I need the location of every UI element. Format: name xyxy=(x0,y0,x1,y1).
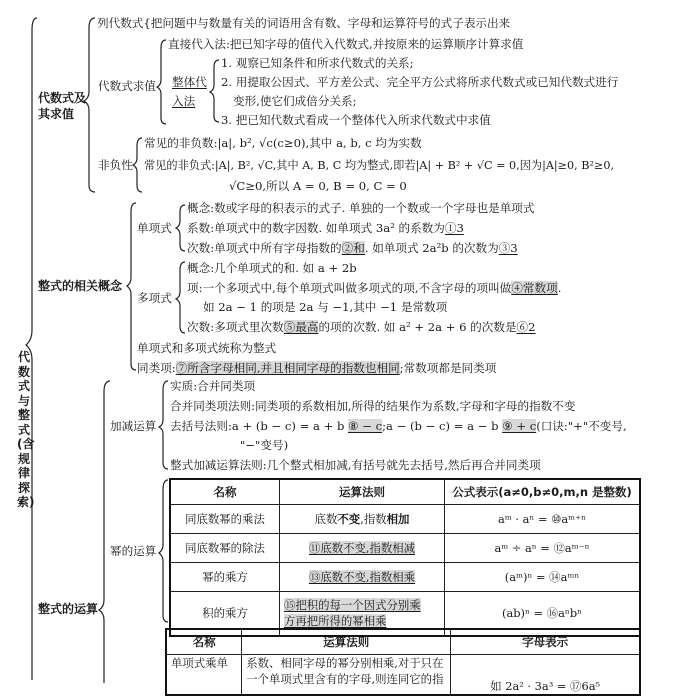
power-table xyxy=(169,478,641,637)
answer-14[interactable]: (aᵐ)ⁿ = ⑭aᵐⁿ xyxy=(445,563,640,592)
power-label: 幂的运算 xyxy=(110,544,157,558)
poly-label: 多项式 xyxy=(137,291,172,305)
addsub-essence: 实质:合并同类项 xyxy=(170,379,256,393)
header-formula: 字母表示 xyxy=(451,629,640,655)
poly-degree: 次数:多项式里次数⑤最高的项的次数. 如 a² + 2a + 6 的次数是⑥2 xyxy=(187,320,536,334)
root-title: 代数式与整式(含规律探索) xyxy=(17,350,35,509)
general-statement: 单项式和多项式统称为整式 xyxy=(137,341,277,355)
poly-term-example: 如 2a − 1 的项是 2a 与 −1,其中 −1 是常数项 xyxy=(203,300,448,314)
answer-1[interactable]: ①3 xyxy=(444,221,464,235)
def-row: 列代数式{把问题中与数量有关的词语用含有数、字母和运算符号的式子表示出来 xyxy=(97,16,511,30)
answer-15[interactable]: ⑮把积的每一个因式分别乘 方再把所得的幂相乘 xyxy=(279,592,444,636)
whole-label-line1: 整体代 xyxy=(172,75,207,89)
sec1-title-line1: 代数式及 xyxy=(38,91,87,105)
sec3-title: 整式的运算 xyxy=(38,602,99,616)
mul-table xyxy=(165,628,641,696)
mono-degree: 次数:单项式中所有字母指数的②和. 如单项式 2a²b 的次数为③3 xyxy=(187,241,518,255)
table-row xyxy=(170,563,640,592)
answer-12[interactable]: aᵐ ÷ aⁿ = ⑫aᵐ⁻ⁿ xyxy=(445,534,640,563)
like-terms: 同类项:⑦所含字母相同,并且相同字母的指数也相同;常数项都是同类项 xyxy=(137,361,497,375)
nonneg-expressions: 常见的非负式:|A|, B², √C,其中 A, B, C 均为整式,即若|A| + B² + √C = 0,因为|A|≥0, B²≥0, xyxy=(144,159,615,172)
paren-rule-line2: "−"变号) xyxy=(240,438,289,452)
addsub-label: 加减运算 xyxy=(110,419,157,433)
poly-term: 项:一个多项式中,每个单项式叫做多项式的项,不含字母的项叫做④常数项. xyxy=(187,281,562,295)
nonneg-numbers: 常见的非负数:|a|, b², √c(c≥0),其中 a, b, c 均为实数 xyxy=(144,136,422,150)
whole-label-line2: 入法 xyxy=(172,94,196,108)
answer-5[interactable]: ⑤最高 xyxy=(283,320,319,334)
sec1-title-line2: 其求值 xyxy=(38,107,75,121)
answer-2[interactable]: ②和 xyxy=(341,241,365,255)
paren-rule: 去括号法则:a + (b − c) = a + b ⑧ − c;a − (b − c) = a − b ⑨ + c(口诀:"+"不变号, xyxy=(170,419,627,433)
nonneg-conclusion: √C≥0,所以 A = 0, B = 0, C = 0 xyxy=(229,179,407,193)
table-row xyxy=(170,534,640,563)
row-name: 幂的乘方 xyxy=(170,563,279,592)
whole-step2a: 2. 用提取公因式、平方差公式、完全平方公式将所求代数式或已知代数式进行 xyxy=(221,75,619,89)
table-row xyxy=(166,655,640,695)
mono-coef: 系数:单项式中的数字因数. 如单项式 3a² 的系数为①3 xyxy=(187,221,464,235)
answer-4[interactable]: ④常数项 xyxy=(511,281,558,295)
direct-method: 直接代入法:把已知字母的值代入代数式,并按原来的运算顺序计算求值 xyxy=(168,37,524,51)
mono-label: 单项式 xyxy=(137,221,172,235)
def-label: 列代数式 xyxy=(97,16,144,30)
answer-10[interactable]: aᵐ · aⁿ = ⑩aᵐ⁺ⁿ xyxy=(445,505,640,534)
answer-9[interactable]: ⑨ + c xyxy=(502,419,537,433)
header-rule: 运算法则 xyxy=(279,479,444,505)
answer-7[interactable]: ⑦所含字母相同,并且相同字母的指数也相同 xyxy=(175,361,400,375)
mul-table-header xyxy=(166,629,640,655)
addsub-rule: 整式加减运算法则:几个整式相加减,有括号就先去括号,然后再合并同类项 xyxy=(170,458,541,472)
header-name: 名称 xyxy=(170,479,279,505)
answer-11[interactable]: ⑪底数不变,指数相减 xyxy=(279,534,444,563)
merge-rule: 合并同类项法则:同类项的系数相加,所得的结果作为系数,字母和字母的指数不变 xyxy=(170,399,576,413)
answer-6[interactable]: ⑥2 xyxy=(516,320,536,334)
row-name: 同底数幂的除法 xyxy=(170,534,279,563)
nonneg-label: 非负性 xyxy=(98,158,133,172)
def-text: 把问题中与数量有关的词语用含有数、字母和运算符号的式子表示出来 xyxy=(150,16,511,30)
table-row xyxy=(170,505,640,534)
poly-concept: 概念:几个单项式的和. 如 a + 2b xyxy=(187,261,357,275)
whole-step2b: 变形,使它们成倍分关系; xyxy=(233,94,357,108)
header-rule: 运算法则 xyxy=(242,629,451,655)
row-rule: 系数、相同字母的幂分别相乘,对于只在 一个单项式里含有的字母,则连同它的指 xyxy=(242,655,451,695)
row-name: 单项式乘单 xyxy=(166,655,242,695)
whole-step3: 3. 把已知代数式看成一个整体代入所求代数式中求值 xyxy=(221,113,491,127)
row-name: 积的乘方 xyxy=(170,592,279,636)
eval-label: 代数式求值 xyxy=(98,79,156,93)
answer-8[interactable]: ⑧ − c xyxy=(348,419,383,433)
power-table-header xyxy=(170,479,640,505)
answer-16[interactable]: (ab)ⁿ = ⑯aⁿbⁿ xyxy=(445,592,640,636)
header-formula: 公式表示(a≠0,b≠0,m,n 是整数) xyxy=(445,479,640,505)
answer-3[interactable]: ③3 xyxy=(498,241,518,255)
row-rule: 底数不变,指数相加 xyxy=(279,505,444,534)
row-name: 同底数幂的乘法 xyxy=(170,505,279,534)
header-name: 名称 xyxy=(166,629,242,655)
mono-concept: 概念:数或字母的积表示的式子. 单独的一个数或一个字母也是单项式 xyxy=(187,201,535,215)
answer-13[interactable]: ⑬底数不变,指数相乘 xyxy=(279,563,444,592)
answer-17[interactable]: 如 2a² · 3a³ = ⑰6a⁵ xyxy=(451,655,640,695)
sec2-title: 整式的相关概念 xyxy=(38,279,123,293)
whole-step1: 1. 观察已知条件和所求代数式的关系; xyxy=(221,56,414,70)
